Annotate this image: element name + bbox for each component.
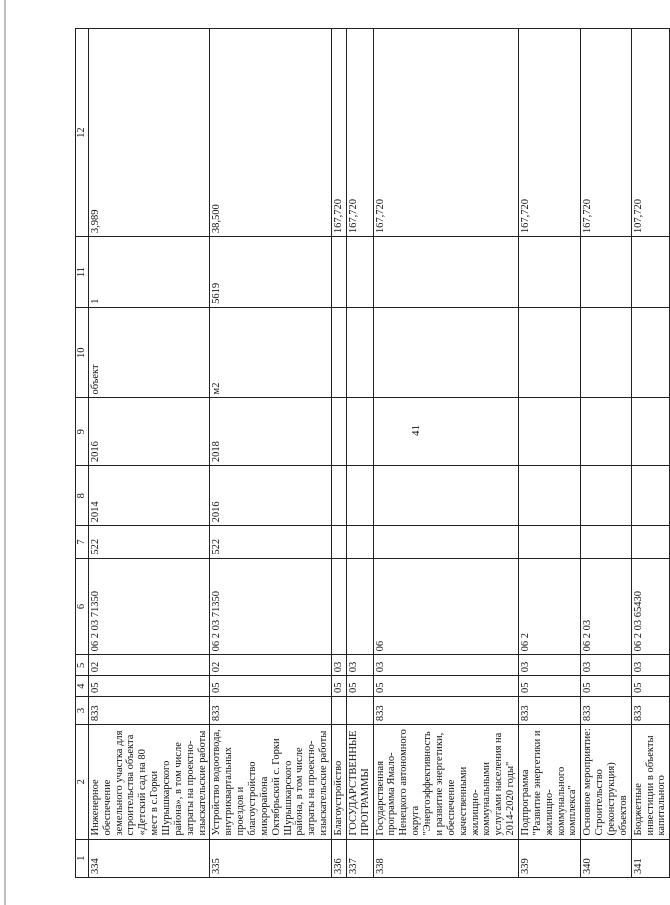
- cell-col8: [518, 466, 580, 526]
- cell-col10: [631, 307, 670, 398]
- cell-col10: [332, 307, 347, 398]
- row-number: 335: [210, 839, 332, 877]
- cell-col11: [332, 237, 347, 308]
- cell-col10: м2: [210, 307, 332, 398]
- cell-col5: 03: [346, 655, 373, 676]
- table-row: [518, 29, 580, 878]
- column-header-7: 7: [76, 526, 89, 558]
- column-header-3: 3: [76, 697, 89, 725]
- cell-col10: объект: [88, 307, 210, 398]
- cell-col7: [518, 526, 580, 558]
- column-header-4: 4: [76, 676, 89, 697]
- column-header-1: 1: [76, 839, 89, 877]
- cell-col7: [631, 526, 670, 558]
- cell-col8: [373, 466, 518, 526]
- cell-col3: 833: [210, 697, 332, 725]
- cell-col5: 03: [518, 655, 580, 676]
- cell-col9: [332, 398, 347, 466]
- cell-col12: 107,720: [631, 29, 670, 237]
- cell-col7: 522: [210, 526, 332, 558]
- column-header-8: 8: [76, 466, 89, 526]
- cell-col10: [581, 307, 631, 398]
- column-header-11: 11: [76, 237, 89, 308]
- cell-col4: 05: [373, 676, 518, 697]
- cell-col12: 38,500: [210, 29, 332, 237]
- cell-col12: 167,720: [518, 29, 580, 237]
- cell-col11: 1: [88, 237, 210, 308]
- header-row: [76, 29, 89, 878]
- cell-col8: [581, 466, 631, 526]
- column-header-5: 5: [76, 655, 89, 676]
- table-row: [631, 29, 670, 878]
- row-number: 340: [581, 839, 631, 877]
- table-row: [88, 29, 210, 878]
- cell-col6: 06 2 03: [581, 558, 631, 655]
- table-row: [581, 29, 631, 878]
- cell-col3: [332, 697, 347, 725]
- cell-col10: [373, 307, 518, 398]
- row-number: 338: [373, 839, 518, 877]
- cell-col3: 833: [518, 697, 580, 725]
- cell-col3: 833: [88, 697, 210, 725]
- rotated-table-wrapper: [75, 28, 668, 878]
- cell-col6: [346, 558, 373, 655]
- cell-col9: 2016: [88, 398, 210, 466]
- cell-col11: [631, 237, 670, 308]
- column-header-10: 10: [76, 307, 89, 398]
- cell-col7: [346, 526, 373, 558]
- cell-col4: 05: [210, 676, 332, 697]
- row-number: 341: [631, 839, 670, 877]
- cell-col6: 06 2: [518, 558, 580, 655]
- cell-col11: [346, 237, 373, 308]
- row-description: Бюджетные инвестиции в объекты капитального: [631, 725, 670, 839]
- cell-col11: 5619: [210, 237, 332, 308]
- cell-col11: [373, 237, 518, 308]
- table-row: [373, 29, 518, 878]
- cell-col7: [332, 526, 347, 558]
- cell-col11: [518, 237, 580, 308]
- cell-col4: 05: [518, 676, 580, 697]
- cell-col8: [346, 466, 373, 526]
- cell-col5: 03: [373, 655, 518, 676]
- row-description: Устройство водоотвода, внутриквартальных проездов и благоустройство микрорайона Октябрьский с. Горки Шурышкарского района, в том числе затраты на проектно-изыскательские работы: [210, 725, 332, 839]
- cell-col9: [581, 398, 631, 466]
- cell-col5: 02: [210, 655, 332, 676]
- cell-col3: 833: [631, 697, 670, 725]
- cell-col8: [631, 466, 670, 526]
- row-description: Подпрограмма "Развитие энергетики и жилищно-коммунального комплекса": [518, 725, 580, 839]
- cell-col4: 05: [332, 676, 347, 697]
- cell-col7: [581, 526, 631, 558]
- cell-col12: 167,720: [373, 29, 518, 237]
- cell-col6: 06 2 03 71350: [210, 558, 332, 655]
- cell-col6: 06: [373, 558, 518, 655]
- row-number: 337: [346, 839, 373, 877]
- cell-col6: [332, 558, 347, 655]
- cell-col11: [581, 237, 631, 308]
- page-edge: [4, 0, 6, 905]
- cell-col12: 167,720: [346, 29, 373, 237]
- cell-col5: 02: [88, 655, 210, 676]
- table-header: [76, 29, 89, 878]
- cell-col5: 03: [332, 655, 347, 676]
- cell-col4: 05: [88, 676, 210, 697]
- row-description: ГОСУДАРСТВЕННЫЕ ПРОГРАММЫ: [346, 725, 373, 839]
- cell-col9: [631, 398, 670, 466]
- row-number: 336: [332, 839, 347, 877]
- cell-col9: [346, 398, 373, 466]
- page-number: 41: [410, 425, 422, 436]
- budget-table: [75, 28, 670, 878]
- cell-col12: 167,720: [332, 29, 347, 237]
- table-row: [346, 29, 373, 878]
- cell-col10: [346, 307, 373, 398]
- row-description: Государственная программа Ямало-Ненецкого автономного округа "Энергоэффективность и развитие энергетики, обеспечение качественными жилищно-коммунальными услугами населения на 2014-2020 годы": [373, 725, 518, 839]
- cell-col9: [373, 398, 518, 466]
- cell-col4: 05: [581, 676, 631, 697]
- cell-col6: 06 2 03 65430: [631, 558, 670, 655]
- column-header-12: 12: [76, 29, 89, 237]
- cell-col5: 03: [581, 655, 631, 676]
- row-description: Инженерное обеспечение земельного участка для строительства объекта «Детский сад на 80 мест в с.Горки Шурышкарского района», в том числе затраты на проектно-изыскательские работы: [88, 725, 210, 839]
- column-header-9: 9: [76, 398, 89, 466]
- cell-col4: 05: [631, 676, 670, 697]
- table-body: [88, 29, 669, 878]
- cell-col8: [332, 466, 347, 526]
- cell-col8: 2014: [88, 466, 210, 526]
- cell-col9: 2018: [210, 398, 332, 466]
- cell-col3: 833: [581, 697, 631, 725]
- cell-col8: 2016: [210, 466, 332, 526]
- cell-col12: 3,989: [88, 29, 210, 237]
- table-row: [210, 29, 332, 878]
- cell-col9: [518, 398, 580, 466]
- row-number: 334: [88, 839, 210, 877]
- row-number: 339: [518, 839, 580, 877]
- cell-col10: [518, 307, 580, 398]
- row-description: Основное мероприятие: Строительство (реконструкция) объектов: [581, 725, 631, 839]
- table-row: [332, 29, 347, 878]
- row-description: Благоустройство: [332, 725, 347, 839]
- cell-col12: 167,720: [581, 29, 631, 237]
- cell-col3: [346, 697, 373, 725]
- cell-col7: [373, 526, 518, 558]
- cell-col5: 03: [631, 655, 670, 676]
- cell-col7: 522: [88, 526, 210, 558]
- column-header-6: 6: [76, 558, 89, 655]
- column-header-2: 2: [76, 725, 89, 839]
- cell-col4: 05: [346, 676, 373, 697]
- cell-col3: 833: [373, 697, 518, 725]
- cell-col6: 06 2 03 71350: [88, 558, 210, 655]
